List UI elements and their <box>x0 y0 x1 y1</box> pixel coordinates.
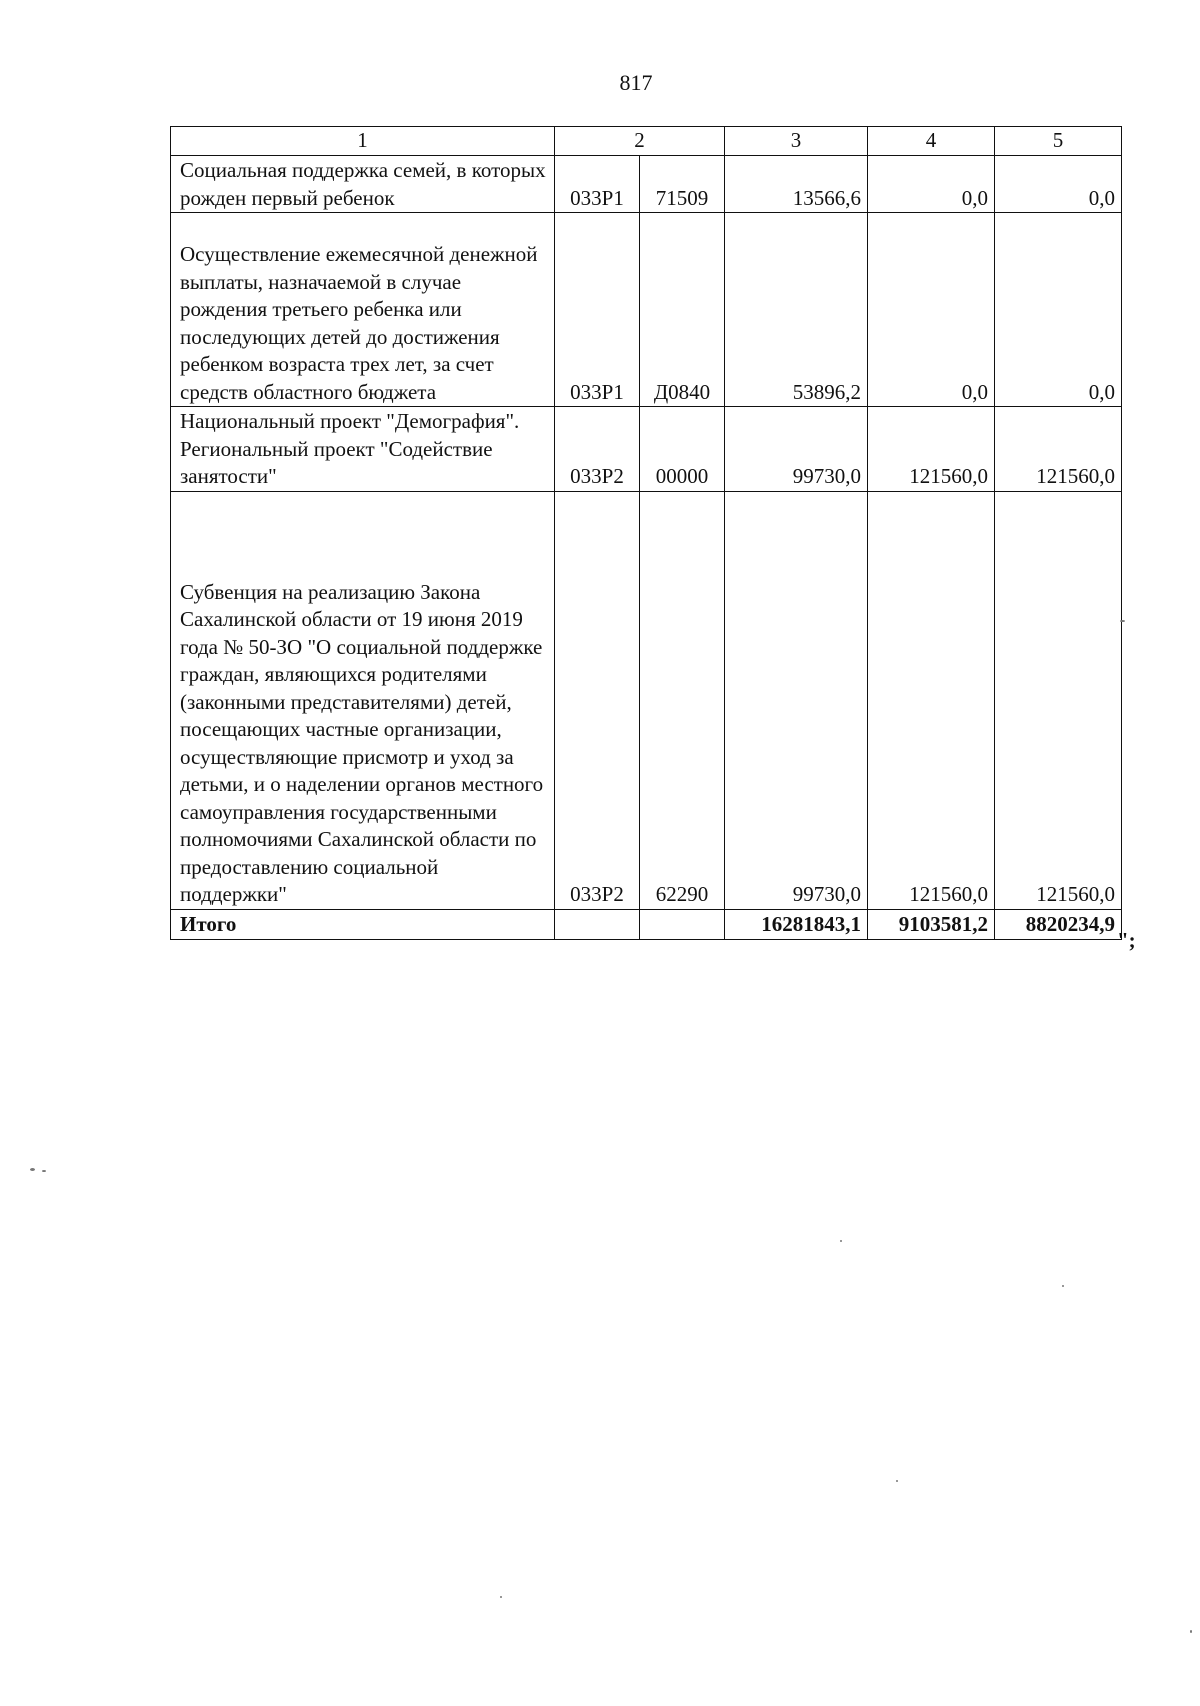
row-code-a: 033P1 <box>555 156 640 213</box>
row-code-a: 033P2 <box>555 407 640 492</box>
row-col5: 121560,0 <box>995 407 1122 492</box>
row-col5: 0,0 <box>995 213 1122 407</box>
row-col3: 13566,6 <box>725 156 868 213</box>
total-row <box>171 909 1122 939</box>
table-header-row <box>171 127 1122 156</box>
row-col3: 99730,0 <box>725 491 868 909</box>
row-col5: 121560,0 <box>995 491 1122 909</box>
total-col4: 9103581,2 <box>868 909 995 939</box>
header-col-5: 5 <box>995 127 1122 156</box>
table-row <box>171 491 1122 909</box>
row-code-a: 033P1 <box>555 213 640 407</box>
total-label: Итого <box>171 909 555 939</box>
header-col-1: 1 <box>171 127 555 156</box>
row-col4: 121560,0 <box>868 491 995 909</box>
total-col5: 8820234,9 <box>995 909 1122 939</box>
row-code-b: 00000 <box>640 407 725 492</box>
header-col-3: 3 <box>725 127 868 156</box>
row-name: Осуществление ежемесячной денежной выплаты, назначаемой в случае рождения третьего ребенка или последующих детей до достижения ребенком возраста трех лет, за счет средств областного бюджета <box>171 213 555 407</box>
total-code-b <box>640 909 725 939</box>
table-row <box>171 213 1122 407</box>
total-col3: 16281843,1 <box>725 909 868 939</box>
row-name: Национальный проект "Демография". Региональный проект "Содействие занятости" <box>171 407 555 492</box>
row-col5: 0,0 <box>995 156 1122 213</box>
table-row <box>171 156 1122 213</box>
table-row <box>171 407 1122 492</box>
row-name: Социальная поддержка семей, в которых рожден первый ребенок <box>171 156 555 213</box>
total-code-a <box>555 909 640 939</box>
row-code-a: 033P2 <box>555 491 640 909</box>
closing-quote-mark: "; <box>1117 928 1136 952</box>
row-code-b: 71509 <box>640 156 725 213</box>
budget-table <box>170 126 1122 940</box>
row-col4: 0,0 <box>868 213 995 407</box>
row-name: Субвенция на реализацию Закона Сахалинской области от 19 июня 2019 года № 50-ЗО "О социальной поддержке граждан, являющихся родителями (законными представителями) детей, посещающих частные организации, осуществляющие присмотр и уход за детьми, и о наделении органов местного самоуправления государственными полномочиями Сахалинской области по предоставлению социальной поддержки" <box>171 491 555 909</box>
row-col4: 121560,0 <box>868 407 995 492</box>
row-col3: 53896,2 <box>725 213 868 407</box>
row-col3: 99730,0 <box>725 407 868 492</box>
row-code-b: 62290 <box>640 491 725 909</box>
page-number: 817 <box>619 70 653 95</box>
header-col-4: 4 <box>868 127 995 156</box>
row-code-b: Д0840 <box>640 213 725 407</box>
row-col4: 0,0 <box>868 156 995 213</box>
header-col-2: 2 <box>555 127 725 156</box>
